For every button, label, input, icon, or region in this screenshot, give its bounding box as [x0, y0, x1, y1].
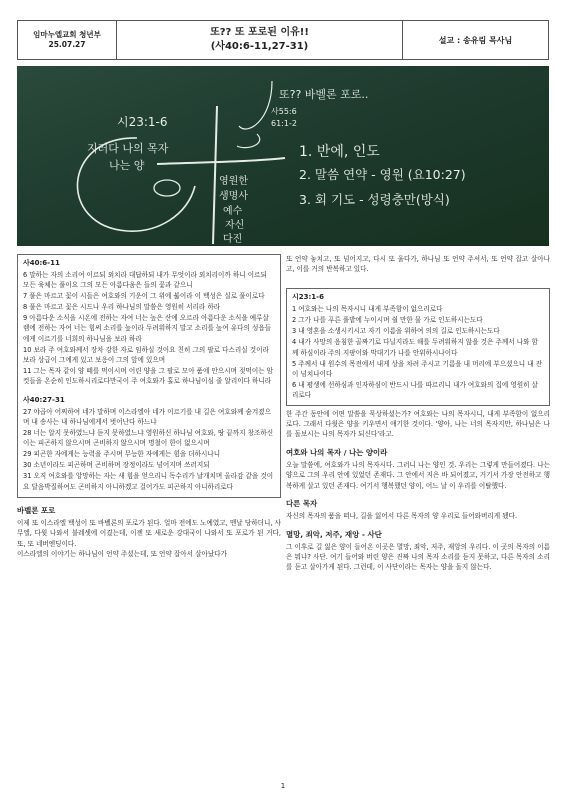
board-shepherd-line-1: 지러다 나의 목자: [87, 142, 169, 155]
intro-paragraph: 또 언약 놓치고, 또 넘어지고, 다시 또 울다가, 하나님 또 언약 주셔서, 또 언약 잡고 살아나고, 이를 거의 반복하고 있다.: [286, 255, 550, 274]
verse: 10 보라 주 여호와께서 장차 강한 자로 임하실 것이요 친히 그의 팔로 다스리실 것이라 보라 상급이 그에게 있고 보응이 그의 앞에 있으며: [23, 345, 269, 364]
board-cross-word-4: 자신: [225, 220, 245, 231]
bulletin-date: 25.07.27: [48, 40, 86, 49]
right-column: [286, 254, 550, 573]
board-item-3: 3. 회 기도 - 성령충만(방식): [299, 192, 450, 207]
bulletin-header: [17, 20, 549, 60]
psalm-note: 한 주간 동안에 어떤 말씀을 묵상하셨는가? 여호와는 나의 목자시니, 내게 부족함이 없으리로다. 그래서 다윗은 양을 키우면서 얘기한 것이다. '양아, 나는 너의 목자지만, 하나님은 나를 돌보시는 나의 목자가 되신다'라고.: [286, 410, 550, 439]
scripture-ref: 사40:6-11: [23, 259, 60, 267]
verse: 9 아름다운 소식을 시온에 전하는 자여 너는 높은 산에 오르라 아름다운 소식을 예루살렘에 전하는 자여 너는 힘써 소리를 높이라 두려워하지 말고 소리를 높여 유다의 성읍들에게 이르기를 너희의 하나님을 보라 하라: [23, 314, 272, 343]
verse: 6 말하는 자의 소리여 이르되 외치라 대답하되 내가 무엇이라 외치리이까 하니 이르되 모든 육체는 풀이요 그의 모든 아름다움은 들의 꽃과 같으니: [23, 270, 267, 290]
verse: 3 내 영혼을 소생시키시고 자기 이름을 위하여 의의 길로 인도하시는도다: [292, 327, 500, 336]
board-ref-isa-2: 61:1-2: [271, 119, 297, 128]
section-title-other-shepherd: 다른 목자: [286, 498, 318, 508]
verse: 11 그는 목자 같이 양 떼를 먹이시며 어린 양을 그 팔로 모아 품에 안으시며 젖먹이는 암컷들을 온순히 인도하시리로다만국이 주 여호와가 홀로 하나님이심 줄 알리이다 하니라: [23, 366, 274, 386]
board-cross-word-2: 생명사: [219, 191, 248, 202]
verse: 1 여호와는 나의 목자시니 내게 부족함이 없으리로다: [292, 305, 443, 314]
board-item-1: 1. 반에, 인도: [299, 144, 380, 160]
section-title-destruction: 멸망, 죄악, 저주, 재앙 - 사단: [286, 529, 382, 539]
scripture-box-psalm23: [286, 288, 550, 406]
sermon-title-block: [117, 21, 403, 59]
verse: 5 주께서 내 원수의 목전에서 내게 상을 차려 주시고 기름을 내 머리에 부으셨으니 내 잔이 넘치나이다: [292, 359, 543, 378]
verse: 2 그가 나를 푸른 풀밭에 누이시며 쉴 만한 물 가로 인도하시는도다: [292, 316, 483, 325]
board-cross-word-3: 예수: [223, 206, 243, 217]
verse: 7 풀은 마르고 꽃이 시들은 여호와의 기운이 그 위에 붊이라 이 백성은 실로 풀이로다: [23, 292, 265, 301]
scripture-ref: 시23:1-6: [292, 293, 324, 302]
board-cross-word-5: 다진: [223, 234, 243, 245]
section-text-destruction: 그 이후로 길 잃은 양이 들어온 이곳은 멸망, 죄악, 저주, 재앙의 우리다. 이 곳의 목자의 이름은 뭐냐? 사단. 여기 들어와 버린 양은 진짜 나의 목자 소리를 듣지 못하고, 다른 목자의 소리를 듣고 살아가게 된다. 그런데, 이 사단이라는 목자는 양을 돌지 않는다.: [286, 542, 550, 572]
scripture-box-isa40-6: [17, 254, 281, 498]
verse: 31 오직 여호와를 앙망하는 자는 새 힘을 얻으리니 독수리가 날개치며 올라감 같을 것이요 달음박질하여도 곤비하지 아니하겠고 걸어가도 피곤하지 아니하리로다: [23, 472, 274, 491]
section-title-shepherd: 여호와 나의 목자 / 나는 양이라: [286, 447, 388, 457]
verse: 4 내가 사망의 음침한 골짜기로 다닐지라도 해를 두려워하지 않을 것은 주께서 나와 함께 하심이라 주의 지팡이와 막대기가 나를 안위하시나이다: [292, 338, 538, 357]
sermon-reference: (사40:6-11,27-31): [210, 41, 309, 52]
church-info: [18, 21, 117, 59]
section-text-babylon: 이제 또 이스라엘 백성이 또 바벨론의 포로가 된다. 얼마 전에도 노예였고, 맨날 당하더니, 사무엘, 다윗 나와서 불레셋에 이겼는데, 이젠 또 새로운 강대국이 나와서 또 포로가 된 거다, 또, 또 네버엔딩이다.: [17, 519, 281, 548]
verse: 6 내 평생에 선하심과 인자하심이 반드시 나를 따르리니 내가 여호와의 집에 영원히 살리로다: [292, 380, 538, 400]
preacher-block: [403, 21, 548, 59]
verse: 8 풀은 마르고 꽃은 시드나 우리 하나님의 말씀은 영원히 서리라 하라: [23, 303, 221, 312]
section-text-shepherd: 오늘 말씀에, 여호와가 나의 목자시다. 그러니 나는 양인 것. 우리는 그렇게 만들어졌다. 나는 양으로 그의 우리 안에 있었던 존재다. 그 안에서 지은 바 되어졌고, 거기서 가장 안전하고 행복하게 살고 있던 존재다. 여기서 행복했던 양이, 어느 날 이 우리를 이탈했다.: [286, 461, 550, 490]
blackboard-photo: [17, 66, 549, 246]
blackboard-drawing: [17, 66, 549, 246]
board-ref-isa-1: 사55:6: [271, 107, 297, 116]
left-column: [17, 254, 281, 559]
preacher-name: 설교 : 송유림 목사님: [438, 35, 513, 45]
church-name: 임마누엘교회 청년부: [33, 29, 101, 39]
board-ref-psalm: 시23:1-6: [117, 115, 168, 129]
section-title-babylon: 바벨론 포로: [17, 505, 56, 515]
sermon-title: 또?? 또 포로된 이유!!: [210, 27, 309, 38]
section-text-other-shepherd: 자신의 목자의 품을 떠나, 길을 잃어서 다른 목자의 양 우리로 들어와버리게 됐다.: [286, 512, 518, 521]
board-cross-word-1: 영원한: [219, 176, 248, 187]
board-shepherd-line-2: 나는 양: [109, 159, 145, 172]
verse: 28 너는 알지 못하였느냐 듣지 못하였느냐 영원하신 하나님 여호와, 땅 끝까지 창조하신 이는 피곤하지 않으시며 곤비하지 않으시며 명철이 한이 없으시며: [23, 429, 274, 448]
section-text-babylon-2: 이스라엘의 이야기는 하나님이 언약 주셨는데, 또 언약 잡아서 살아났다가: [17, 549, 227, 558]
board-item-2: 2. 말씀 연약 - 영원 (요10:27): [299, 167, 466, 182]
page-number: 1: [280, 782, 286, 790]
verse: 29 피곤한 자에게는 능력을 주시며 무능한 자에게는 힘을 더하시나니: [23, 450, 221, 459]
scripture-ref: 사40:27-31: [23, 396, 65, 405]
verse: 27 야곱아 어찌하여 네가 말하며 이스라엘아 네가 이르기를 내 길은 여호와께 숨겨졌으며 내 송사는 내 하나님에게서 벗어난다 하느냐: [23, 407, 272, 427]
verse: 30 소년이라도 피곤하며 곤비하며 장정이라도 넘어지며 쓰러지되: [23, 461, 210, 470]
board-line-top: 또?? 바벨론 포로..: [279, 88, 369, 101]
